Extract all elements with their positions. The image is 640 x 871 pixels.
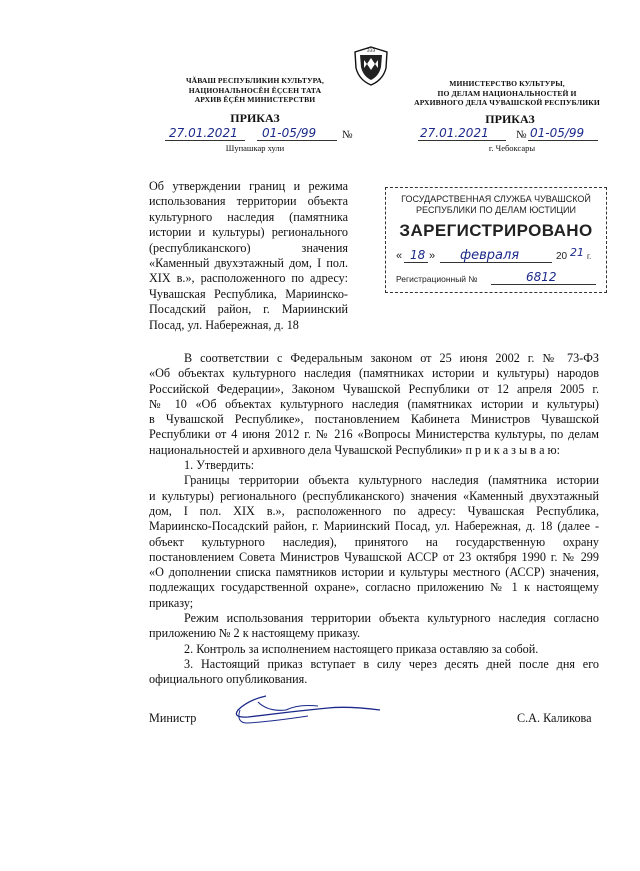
- header-left-line: АРХИВ ĔÇĔН МИНИСТЕРСТВИ: [194, 95, 316, 105]
- header-left-date: 27.01.2021: [169, 126, 238, 140]
- stamp-reg-number: 6812: [526, 270, 557, 284]
- header-right-line: АРХИВНОГО ДЕЛА ЧУВАШСКОЙ РЕСПУБЛИКИ: [414, 98, 600, 108]
- order-body: [149, 351, 599, 688]
- stamp-line-1: ГОСУДАРСТВЕННАЯ СЛУЖБА ЧУВАШСКОЙ: [401, 194, 591, 204]
- signature-position: Министр: [149, 711, 197, 725]
- body-line: постановлением Совета Министров Чувашской АССР от 23 октября 1990 г. № 299: [149, 549, 599, 564]
- body-line: приказу;: [149, 595, 194, 610]
- signature-name: С.А. Каликова: [517, 711, 592, 725]
- header-right-title: ПРИКАЗ: [485, 112, 535, 126]
- header-left-date-line: [165, 126, 355, 142]
- header-left-number: 01-05/99: [262, 126, 317, 140]
- registration-stamp: [385, 187, 607, 293]
- body-line: дом, I пол. XIX в.», расположенного по адресу: Чувашская Республика,: [149, 503, 599, 518]
- stamp-line-2: РЕСПУБЛИКИ ПО ДЕЛАМ ЮСТИЦИИ: [416, 205, 576, 215]
- body-line: национальностей и архивного дела Чувашской Республики» п р и к а з ы в а ю:: [149, 442, 561, 457]
- header-right-city: г. Чебоксары: [488, 143, 536, 153]
- signature-icon: [228, 690, 388, 730]
- header-right-line: ПО ДЕЛАМ НАЦИОНАЛЬНОСТЕЙ И: [437, 88, 577, 98]
- header-right-date-line: [418, 126, 608, 142]
- coat-of-arms-icon: [353, 46, 389, 86]
- handwritten-signature: [228, 690, 388, 730]
- subject-line: Посад, ул. Набережная, д. 18: [149, 317, 299, 332]
- header-left-number-underline: [257, 140, 337, 141]
- header-right: [402, 79, 612, 108]
- stamp-registered: ЗАРЕГИСТРИРОВАНО: [399, 221, 593, 240]
- subject-line: Посадский район, г. Мариинский: [149, 302, 348, 317]
- header-left-line: НАЦИОНАЛЬНОСĔН ĔÇСЕН ТАТА: [188, 85, 322, 95]
- subject-line: истории и культуры) регионального: [149, 225, 348, 240]
- subject-line: культурного наследия (памятника: [149, 209, 348, 224]
- body-line: 2. Контроль за исполнением настоящего приказа оставляю за собой.: [184, 641, 539, 656]
- body-line: Российской Федерации», Законом Чувашской Республики от 12 апреля 2005 г.: [149, 381, 599, 396]
- header-right-date: 27.01.2021: [420, 126, 489, 140]
- body-line: и культуры) регионального (республиканского) значения «Каменный двухэтажный: [149, 488, 599, 503]
- body-line: официального опубликования.: [149, 672, 308, 687]
- body-line: № 10 «Об объектах культурного наследия (памятниках истории и культуры): [149, 396, 599, 411]
- body-line: Республики от 4 июня 2012 г. № 216 «Вопросы Министерства культуры, по делам: [149, 427, 599, 442]
- header-right-date-underline: [418, 140, 506, 141]
- header-left-title: ПРИКАЗ: [230, 111, 280, 125]
- body-line: приложению № 2 к настоящему приказу.: [149, 626, 361, 641]
- header-left-date-underline: [165, 140, 245, 141]
- stamp-day-underline: [404, 262, 428, 263]
- stamp-reg-label: Регистрационный №: [396, 274, 478, 284]
- header-left-city: Шупашкар хули: [225, 143, 285, 153]
- body-line: 3. Настоящий приказ вступает в силу через десять дней после дня его: [184, 656, 599, 671]
- stamp-quote-close: »: [429, 250, 436, 262]
- body-line: объект культурного наследия), принятого на государственную охрану: [149, 534, 599, 549]
- stamp-year-suffix: 21: [570, 246, 584, 259]
- body-line: Мариинско-Посадский район, г. Мариинский Посад, ул. Набережная, д. 18 (далее -: [149, 519, 599, 534]
- stamp-month: февраля: [460, 248, 520, 263]
- stamp-date-row: [396, 248, 601, 266]
- header-right-line: МИНИСТЕРСТВО КУЛЬТУРЫ,: [449, 79, 565, 88]
- stamp-day: 18: [410, 248, 426, 262]
- body-line: Границы территории объекта культурного наследия (памятника истории: [184, 473, 599, 488]
- header-right-number: 01-05/99: [530, 126, 585, 140]
- header-right-number-sign: №: [516, 129, 527, 141]
- stamp-reg-underline: [491, 284, 596, 285]
- body-line: Режим использования территории объекта культурного наследия согласно: [184, 611, 599, 626]
- svg-text:ЭЭЭ: ЭЭЭ: [366, 48, 376, 53]
- subject-line: «Каменный двухэтажный дом, I пол.: [149, 256, 348, 271]
- coat-of-arms-emblem: [353, 46, 389, 86]
- body-line: в Чувашской Республике», постановлением Кабинета Министров Чувашской: [149, 412, 599, 427]
- stamp-quote-open: «: [396, 250, 403, 262]
- subject-line: Об утверждении границ и режима: [149, 179, 348, 193]
- body-line: подлежащих государственной охране», согласно приложению № 1 к настоящему: [149, 580, 599, 595]
- header-left-number-sign: №: [342, 129, 353, 141]
- header-left: [160, 76, 350, 105]
- body-line: «О дополнении списка памятников истории и культуры местного (АССР) значения,: [149, 565, 599, 580]
- subject-line: Чувашская Республика, Мариинско-: [149, 286, 348, 301]
- subject-line: (республиканского) значения: [149, 240, 348, 255]
- header-left-line: ЧĂВАШ РЕСПУБЛИКИН КУЛЬТУРА,: [185, 76, 325, 85]
- header-right-number-underline: [528, 140, 598, 141]
- body-line: 1. Утвердить:: [184, 458, 255, 473]
- subject-line: использования территории объекта: [149, 194, 348, 209]
- body-line: В соответствии с Федеральным законом от 25 июня 2002 г. № 73-ФЗ: [184, 351, 599, 365]
- stamp-year-prefix: 20: [556, 251, 568, 262]
- subject-line: XIX в.», расположенного по адресу:: [149, 271, 348, 286]
- stamp-year-unit: г.: [587, 252, 592, 261]
- stamp-month-underline: [440, 262, 552, 263]
- body-line: «Об объектах культурного наследия (памятниках истории и культуры) народов: [149, 366, 599, 381]
- stamp-reg-row: [396, 272, 601, 288]
- subject-block: [149, 179, 348, 333]
